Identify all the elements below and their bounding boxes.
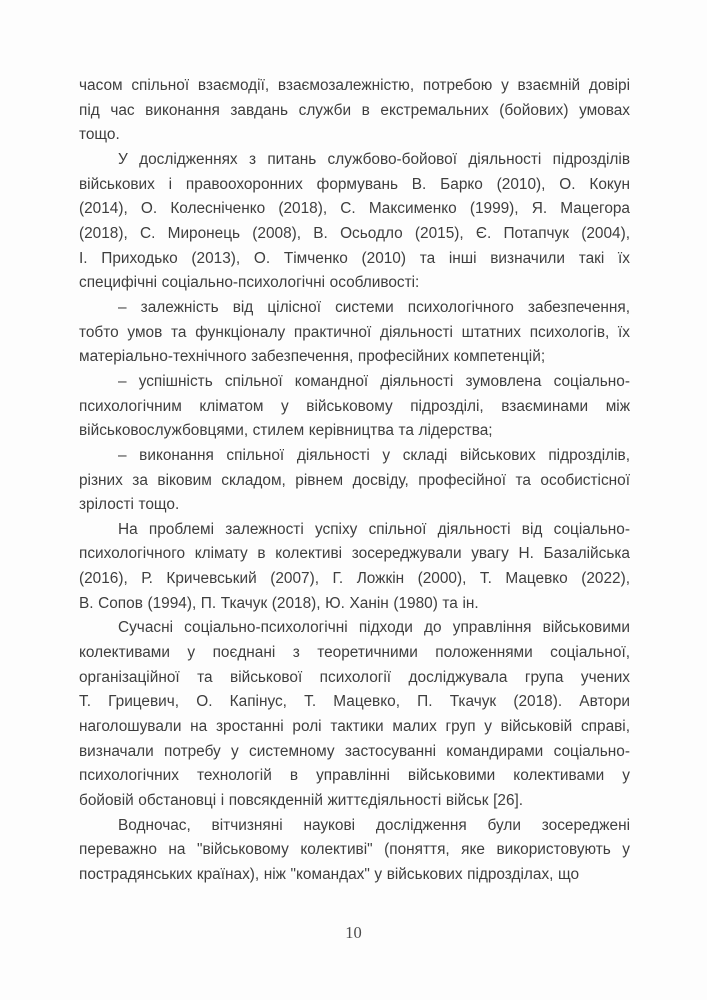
text-line: колективами у поєднані з теоретичними положеннями соціальної, [79, 644, 630, 662]
text-line: (2018), С. Миронець (2008), В. Осьодло (2015), Є. Потапчук (2004), [79, 224, 630, 242]
text-line: психологічних технологій в управлінні військовими колективами у [79, 767, 630, 785]
text-line: У дослідженнях з питань службово-бойової діяльності підрозділів [118, 150, 630, 168]
text-line: Т. Грицевич, О. Капінус, Т. Мацевко, П. Ткачук (2018). Автори [79, 693, 630, 711]
text-line: організаційної та військової психології досліджувала група учених [79, 668, 630, 686]
text-line: В. Сопов (1994), П. Ткачук (2018), Ю. Ханін (1980) та ін. [79, 594, 479, 612]
paragraph [79, 148, 630, 296]
text-line: військовослужбовцями, стилем керівництва та лідерства; [79, 422, 493, 440]
text-line: (2016), Р. Кричевський (2007), Г. Ложкін (2000), Т. Мацевко (2022), [79, 570, 630, 588]
paragraph [79, 814, 630, 888]
text-line: – успішність спільної командної діяльності зумовлена соціально- [118, 372, 630, 390]
paragraph [79, 296, 630, 370]
text-line: наголошували на зростанні ролі тактики малих груп у військовій справі, [79, 718, 630, 736]
text-line: тобто умов та функціоналу практичної діяльності штатних психологів, їх [79, 323, 630, 341]
paragraph [79, 370, 630, 444]
text-line: психологічним кліматом у військовому підрозділі, взаєминами між [79, 397, 630, 415]
text-line: тощо. [79, 126, 120, 144]
text-line: І. Приходько (2013), О. Тімченко (2010) та інші визначили такі їх [79, 249, 630, 267]
paragraph [79, 74, 630, 148]
text-line: військових і правоохоронних формувань В. Барко (2010), О. Кокун [79, 175, 630, 193]
paragraph [79, 518, 630, 617]
text-line: під час виконання завдань служби в екстремальних (бойових) умовах [79, 101, 630, 119]
text-line: Водночас, вітчизняні наукові дослідження були зосереджені [118, 816, 630, 834]
text-line: психологічного клімату в колективі зосереджували увагу Н. Базалійська [79, 545, 630, 563]
text-line: (2014), О. Колесніченко (2018), С. Максименко (1999), Я. Мацегора [79, 200, 630, 218]
text-line: визначали потребу у системному застосуванні командирами соціально- [79, 742, 630, 760]
text-line: пострадянських країнах), ніж "командах" у військових підрозділах, що [79, 866, 580, 883]
text-line: специфічні соціально-психологічні особливості: [79, 274, 420, 292]
page-content [79, 74, 630, 888]
text-line: – залежність від цілісної системи психологічного забезпечення, [118, 298, 630, 316]
text-line: часом спільної взаємодії, взаємозалежністю, потребою у взаємній довірі [79, 77, 630, 94]
paragraph [79, 616, 630, 813]
text-line: зрілості тощо. [79, 496, 180, 514]
text-line: бойовій обстановці і повсякденній життєдіяльності військ [26]. [79, 792, 524, 810]
text-line: різних за віковим складом, рівнем досвіду, професійної та особистісної [79, 471, 630, 489]
text-line: матеріально-технічного забезпечення, професійних компетенцій; [79, 348, 546, 366]
text-line: Сучасні соціально-психологічні підходи до управління військовими [118, 619, 630, 637]
text-line: переважно на "військовому колективі" (поняття, яке використовують у [79, 841, 630, 859]
paragraph [79, 444, 630, 518]
page-number: 10 [345, 923, 362, 942]
text-line: На проблемі залежності успіху спільної діяльності від соціально- [118, 520, 630, 538]
text-line: – виконання спільної діяльності у складі військових підрозділів, [118, 446, 630, 464]
